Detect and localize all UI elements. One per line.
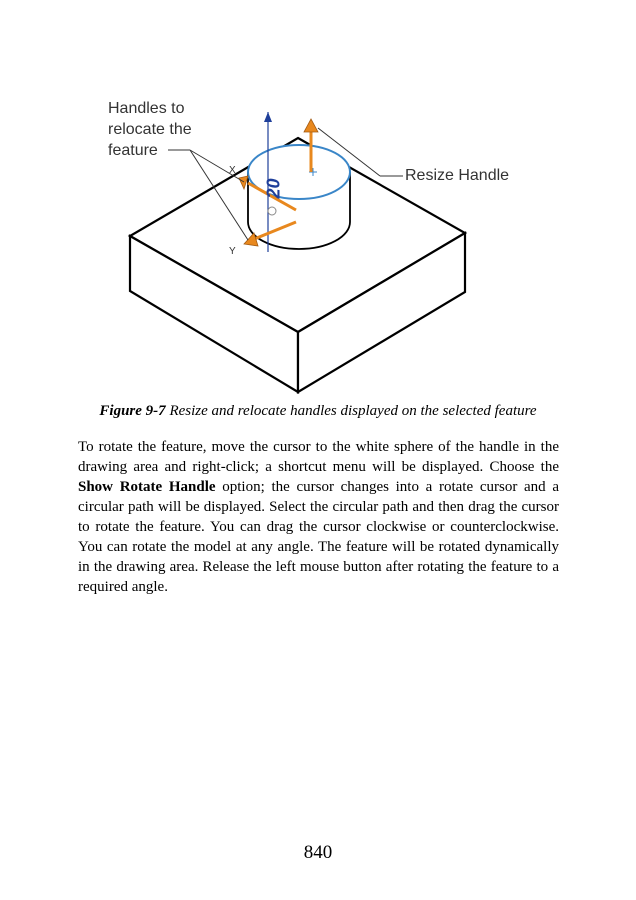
block-illustration — [0, 0, 636, 400]
figure-9-7 — [0, 0, 636, 400]
body-paragraph — [78, 437, 559, 597]
body-text-part1: To rotate the feature, move the cursor to the white sphere of the handle in the drawing area and right-click; a shortcut menu will be displayed. Choose the — [78, 439, 559, 475]
figure-number: Figure 9-7 — [99, 403, 166, 419]
dimension-value: 20 — [263, 178, 284, 199]
resize-handle-callout: Resize Handle — [405, 167, 510, 184]
relocate-handles-callout: Handles to relocate the feature — [108, 100, 192, 159]
page-number: 840 — [303, 842, 333, 863]
figure-caption-text: Resize and relocate handles displayed on the selected feature — [169, 403, 537, 419]
axis-x-label: X — [229, 165, 236, 176]
body-text-part2: option; the cursor changes into a rotate cursor and a circular path will be displayed. Select the circular path and then drag the cursor to rotate the feature. You can drag the cursor clockwise or counterclockwise. You can rotate the model at any angle. The feature will be rotated dynamically in the drawing area. Release the left mouse button after rotating the feature to a required angle. — [78, 479, 559, 595]
figure-caption — [0, 403, 636, 420]
handle-sphere[interactable] — [268, 207, 276, 215]
show-rotate-handle-term: Show Rotate Handle — [78, 479, 216, 495]
axis-y-label: Y — [229, 246, 236, 257]
